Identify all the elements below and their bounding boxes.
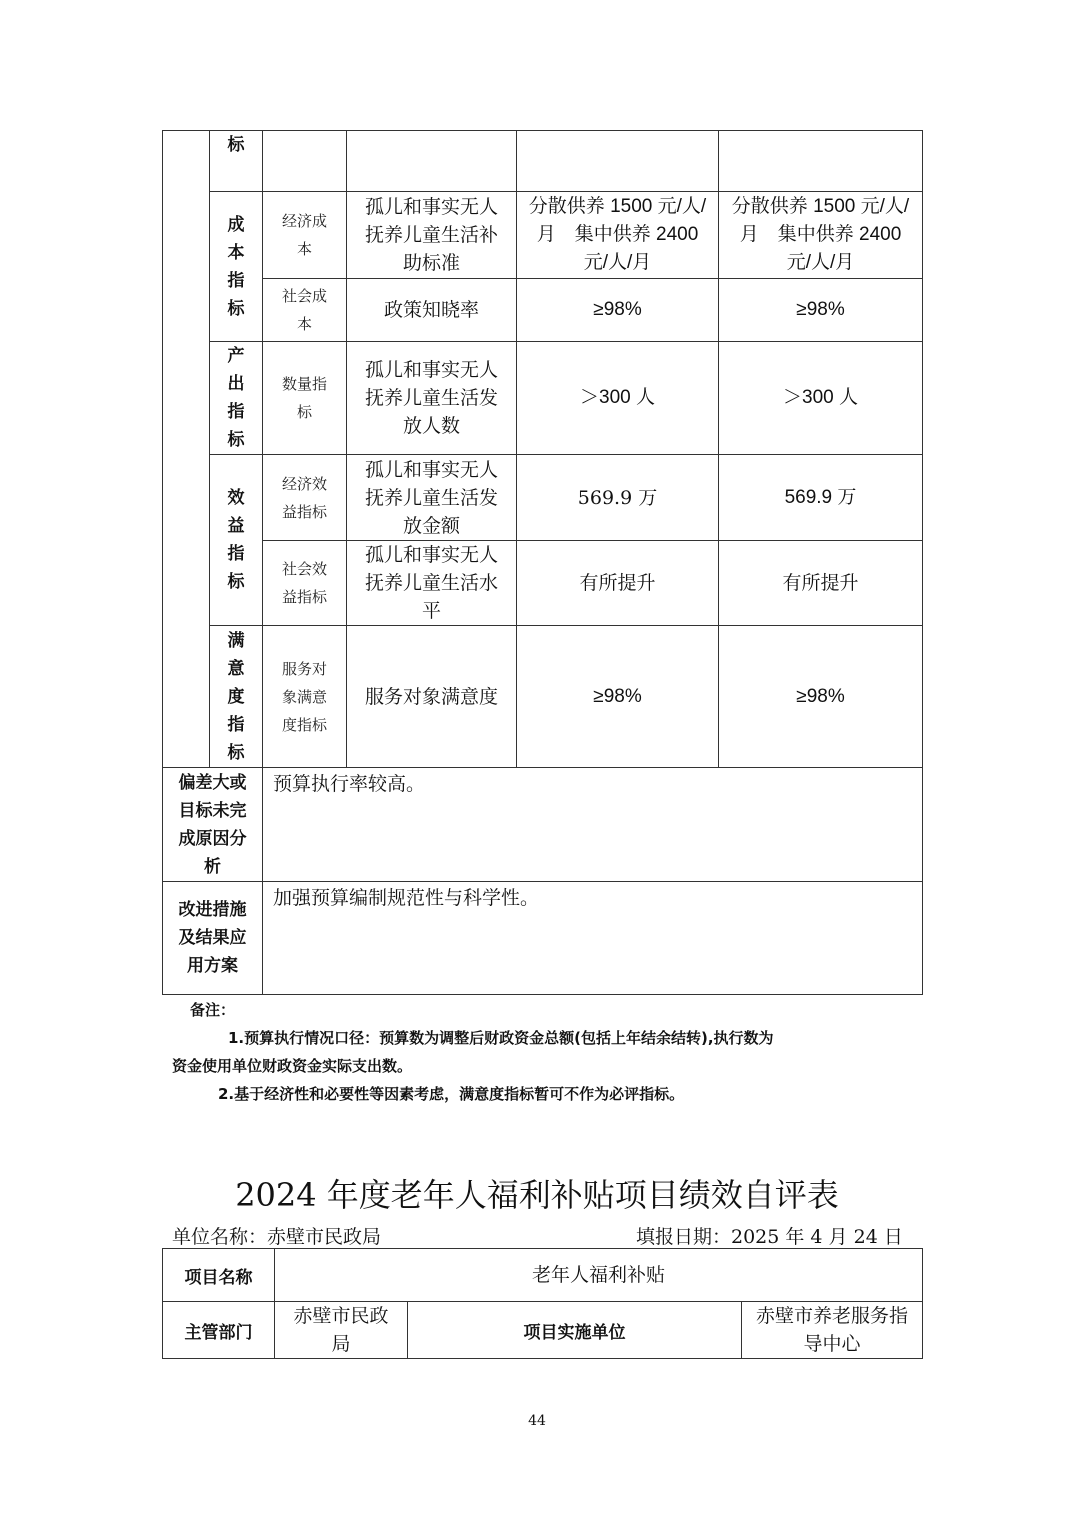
actual-value: ＞300 人 <box>719 342 923 455</box>
sub-social-benefit: 社会效益指标 <box>263 541 347 626</box>
sub-satisfaction: 服务对象满意度指标 <box>263 626 347 768</box>
project-info-table <box>162 1248 923 1359</box>
note-1b: 资金使用单位财政资金实际支出数。 <box>172 1057 413 1075</box>
group-output-label: 产出指标 <box>210 342 263 455</box>
note-2: 2.基于经济性和必要性等因素考虑，满意度指标暂可不作为必评指标。 <box>218 1085 685 1103</box>
deviation-text: 预算执行率较高。 <box>263 768 923 882</box>
group-cost-label: 成本指标 <box>210 192 263 342</box>
analysis-table <box>162 767 923 995</box>
target-value: 569.9 万 <box>517 455 719 541</box>
indicator-name: 政策知晓率 <box>347 279 517 342</box>
impl-unit-value: 赤壁市养老服务指导中心 <box>742 1302 923 1359</box>
deviation-label: 偏差大或目标未完成原因分析 <box>163 768 263 882</box>
indicator-name: 孤儿和事实无人抚养儿童生活发放人数 <box>347 342 517 455</box>
group-benefit-label: 效益指标 <box>210 455 263 626</box>
target-value: ≥98% <box>517 626 719 768</box>
dept-value: 赤壁市民政局 <box>275 1302 408 1359</box>
sub-quantity: 数量指标 <box>263 342 347 455</box>
improve-label: 改进措施及结果应用方案 <box>163 882 263 995</box>
actual-value: 有所提升 <box>719 541 923 626</box>
group-satisfaction-label: 满意度指标 <box>210 626 263 768</box>
form-title: 2024 年度老年人福利补贴项目绩效自评表 <box>235 1176 839 1214</box>
fill-date: 填报日期：2025 年 4 月 24 日 <box>636 1226 903 1248</box>
project-name-label: 项目名称 <box>163 1249 275 1302</box>
indicator-table <box>162 130 923 768</box>
group-tail-label: 标 <box>210 131 263 192</box>
sub-econ-benefit: 经济效益指标 <box>263 455 347 541</box>
note-1a: 1.预算执行情况口径：预算数为调整后财政资金总额(包括上年结余结转),执行数为 <box>228 1029 774 1047</box>
indicator-name: 孤儿和事实无人抚养儿童生活水平 <box>347 541 517 626</box>
improve-text: 加强预算编制规范性与科学性。 <box>263 882 923 995</box>
indicator-name: 孤儿和事实无人抚养儿童生活发放金额 <box>347 455 517 541</box>
target-value: ＞300 人 <box>517 342 719 455</box>
impl-unit-label: 项目实施单位 <box>408 1302 742 1359</box>
target-value: ≥98% <box>517 279 719 342</box>
actual-value: ≥98% <box>719 279 923 342</box>
dept-label: 主管部门 <box>163 1302 275 1359</box>
target-value: 有所提升 <box>517 541 719 626</box>
indicator-name: 服务对象满意度 <box>347 626 517 768</box>
outer-merged-cell <box>163 131 210 768</box>
notes-header: 备注： <box>190 1001 236 1019</box>
sub-econ-cost: 经济成本 <box>263 192 347 279</box>
page-number: 44 <box>528 1413 546 1429</box>
project-name-value: 老年人福利补贴 <box>275 1249 923 1302</box>
actual-value: 569.9 万 <box>719 455 923 541</box>
indicator-name: 孤儿和事实无人抚养儿童生活补助标准 <box>347 192 517 279</box>
actual-value: 分散供养 1500 元/人/月 集中供养 2400 元/人/月 <box>719 192 923 279</box>
unit-name: 单位名称：赤壁市民政局 <box>172 1226 382 1248</box>
sub-social-cost: 社会成本 <box>263 279 347 342</box>
actual-value: ≥98% <box>719 626 923 768</box>
target-value: 分散供养 1500 元/人/月 集中供养 2400 元/人/月 <box>517 192 719 279</box>
